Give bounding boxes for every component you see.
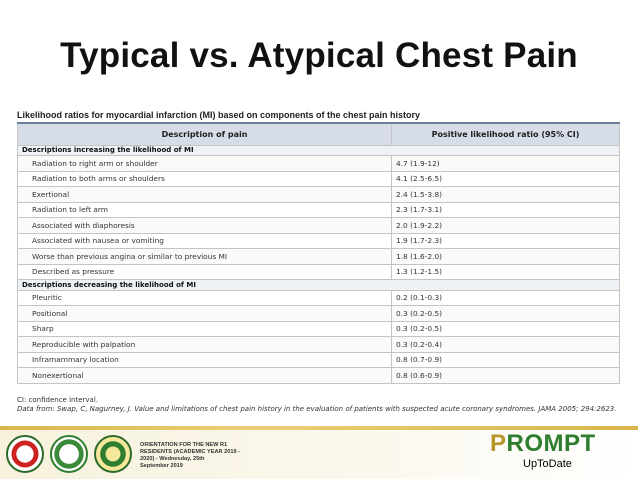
prompt-logo-text: ROMPT <box>506 430 596 457</box>
footer-banner <box>0 426 638 479</box>
slide-title: Typical vs. Atypical Chest Pain <box>60 36 578 75</box>
row-lr: 0.2 (0.1-0.3) <box>392 290 620 306</box>
orientation-event-text <box>140 442 290 470</box>
row-description: Radiation to left arm <box>18 202 392 218</box>
table-row <box>18 337 620 353</box>
row-description: Worse than previous angina or similar to previous MI <box>18 249 392 265</box>
table-row <box>18 202 620 218</box>
row-description: Inframammary location <box>18 352 392 368</box>
table-row <box>18 352 620 368</box>
row-description: Associated with nausea or vomiting <box>18 233 392 249</box>
department-crest-logo <box>94 435 132 473</box>
table-row <box>18 156 620 172</box>
table-row <box>18 249 620 265</box>
row-lr: 0.8 (0.6-0.9) <box>392 368 620 384</box>
row-lr: 0.3 (0.2-0.5) <box>392 306 620 322</box>
section-heading-row <box>18 280 620 291</box>
institution-seal-logo <box>6 435 44 473</box>
table-row <box>18 187 620 203</box>
orientation-line: ORIENTATION FOR THE NEW R1 <box>140 442 228 448</box>
row-description: Reproducible with palpation <box>18 337 392 353</box>
row-description: Exertional <box>18 187 392 203</box>
row-description: Radiation to both arms or shoulders <box>18 171 392 187</box>
row-lr: 0.3 (0.2-0.5) <box>392 321 620 337</box>
table-row <box>18 233 620 249</box>
row-lr: 2.4 (1.5-3.8) <box>392 187 620 203</box>
table-caption: Likelihood ratios for myocardial infarction (MI) based on components of the chest pain history <box>17 110 421 120</box>
row-lr: 0.3 (0.2-0.4) <box>392 337 620 353</box>
table-row <box>18 218 620 234</box>
table-body-increasing <box>18 145 620 383</box>
table-row <box>18 290 620 306</box>
table-row <box>18 306 620 322</box>
likelihood-ratio-table <box>17 122 620 384</box>
table-header-row <box>18 123 620 145</box>
column-header-description: Description of pain <box>18 123 392 145</box>
source-label: UpToDate <box>523 458 572 470</box>
table-footnote <box>17 396 616 414</box>
row-description: Sharp <box>18 321 392 337</box>
footnote-ci: CI: confidence interval. <box>17 396 98 404</box>
orientation-line: September 2019 <box>140 463 183 469</box>
prompt-logo-prefix: P <box>490 430 507 457</box>
program-emblem-logo <box>50 435 88 473</box>
row-lr: 2.3 (1.7-3.1) <box>392 202 620 218</box>
row-lr: 1.9 (1.7-2.3) <box>392 233 620 249</box>
table-row <box>18 321 620 337</box>
row-lr: 4.7 (1.9-12) <box>392 156 620 172</box>
section-heading-row <box>18 145 620 156</box>
table-row <box>18 368 620 384</box>
row-lr: 2.0 (1.9-2.2) <box>392 218 620 234</box>
row-description: Radiation to right arm or shoulder <box>18 156 392 172</box>
table-row <box>18 171 620 187</box>
row-description: Associated with diaphoresis <box>18 218 392 234</box>
row-description: Described as pressure <box>18 264 392 280</box>
column-header-lr: Positive likelihood ratio (95% CI) <box>392 123 620 145</box>
row-description: Nonexertional <box>18 368 392 384</box>
orientation-line: 2020) - Wednesday, 25th <box>140 456 205 462</box>
row-lr: 4.1 (2.5-6.5) <box>392 171 620 187</box>
section-heading: Descriptions decreasing the likelihood of MI <box>18 280 620 291</box>
orientation-line: RESIDENTS (ACADEMIC YEAR 2019 - <box>140 449 240 455</box>
row-lr: 1.3 (1.2-1.5) <box>392 264 620 280</box>
section-heading: Descriptions increasing the likelihood of MI <box>18 145 620 156</box>
row-lr: 1.8 (1.6-2.0) <box>392 249 620 265</box>
row-description: Positional <box>18 306 392 322</box>
table-row <box>18 264 620 280</box>
row-lr: 0.8 (0.7-0.9) <box>392 352 620 368</box>
row-description: Pleuritic <box>18 290 392 306</box>
prompt-logo <box>490 430 608 460</box>
footnote-source: Data from: Swap, C, Nagurney, J. Value and limitations of chest pain history in the evaluation of patients with suspected acute coronary syndromes. JAMA 2005; 294:2623. <box>17 405 617 413</box>
